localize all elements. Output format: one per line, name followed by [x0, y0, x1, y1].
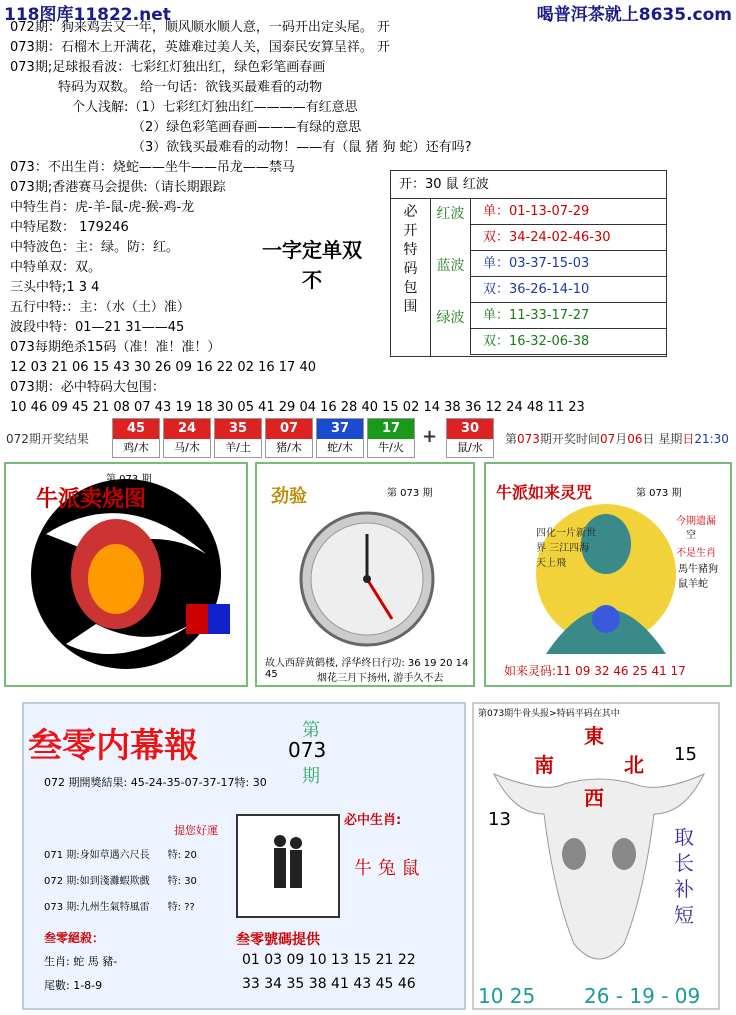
text-line: 中特生肖：虎-羊-鼠-虎-猴-鸡-龙	[10, 200, 195, 215]
sanling-issue-post: 期	[302, 766, 320, 787]
draw-m: 月	[615, 432, 628, 446]
wave-row-key: 单：	[483, 204, 510, 219]
sanling-item-text: 071 期:身如草遇六尺長	[44, 850, 150, 861]
sanling-item-text: 073 期:九州生氣特風雷	[44, 902, 150, 913]
text-line: 中特尾数： 179246	[10, 220, 129, 235]
result-ball	[316, 418, 364, 458]
wave-row	[471, 225, 666, 251]
big-number-line: 10 46 09 45 21 08 07 43 19 18 30 05 41 29 04 16 28 40 15 02 14 38 36 12 24 48 11 23	[10, 400, 585, 415]
wave-row	[471, 303, 666, 329]
ball-zodiac: 鼠/水	[447, 439, 493, 457]
sanling-result: 072 期開獎結果: 45-24-35-07-37-17特: 30	[44, 776, 267, 789]
skull-n13: 13	[488, 809, 511, 830]
text-line: 073期;足球报看波：七彩红灯独出红，绿色彩笔画春画	[10, 60, 326, 75]
text-line: 073：不出生肖：烧蛇——坐牛——吊龙——禁马	[10, 160, 295, 175]
draw-info	[505, 430, 729, 447]
couple-image	[236, 814, 340, 918]
wave-label: 蓝波	[431, 251, 471, 303]
wave-row-key: 单：	[483, 308, 510, 323]
ball-number: 30	[447, 419, 493, 439]
wave-row-key: 单：	[483, 256, 510, 271]
wave-row	[471, 329, 666, 355]
vertical-label	[391, 199, 431, 356]
text-line: （3）欲钱买最难看的动物！——有（鼠 猪 狗 蛇）还有吗?	[132, 140, 472, 155]
dir-north: 北	[624, 753, 644, 777]
skull-bottom-2: 26 - 19 - 09	[584, 984, 701, 1008]
maishao-title: 牛派卖烧图	[36, 487, 147, 512]
wave-label: 绿波	[431, 303, 471, 355]
rulai-side-1: 今期遗漏	[676, 516, 716, 527]
sanling-item-value: 特: ??	[167, 902, 195, 913]
panel-sanling	[22, 702, 466, 1010]
clock-title: 劲验	[271, 486, 307, 507]
open-result: 开：30 鼠 红波	[391, 171, 666, 199]
sanling-row-1: 01 03 09 10 13 15 21 22	[242, 952, 416, 968]
text-line: 特码为双数。 给一句话：欲钱买最难看的动物	[58, 80, 323, 95]
wave-row-key: 双：	[483, 334, 510, 349]
text-line: 波段中特：01—21 31——45	[10, 320, 185, 335]
rulai-poem: 四化一片新世界 三江四海天上飛	[536, 528, 596, 569]
text-line: 中特单双：双。	[10, 260, 102, 275]
ball-zodiac: 牛/火	[368, 439, 414, 457]
vertical-char: 包	[403, 280, 418, 296]
text-line: 五行中特:：主：（水（土）准）	[10, 300, 190, 315]
draw-pre: 第	[505, 432, 518, 446]
draw-day: 06	[627, 432, 643, 446]
wave-table	[390, 170, 667, 357]
dir-east: 東	[584, 724, 604, 748]
sanling-item	[44, 898, 195, 913]
wave-row-value: 34-24-02-46-30	[509, 230, 611, 245]
vertical-char: 码	[403, 261, 418, 277]
ball-zodiac: 鸡/木	[113, 439, 159, 457]
ball-number: 07	[266, 419, 312, 439]
rulai-footer: 如来灵码:11 09 32 46 25 41 17	[504, 664, 686, 678]
text-line: 073每期绝杀15码（准！准！准！）	[10, 340, 221, 355]
skull-bottom-1: 10 25	[478, 984, 536, 1008]
text-line: 072期：狗来鸡去又一年，顺风顺水顺人意，一码开出定头尾。 开	[10, 20, 390, 35]
text-line: 个人浅解:（1）七彩红灯独出红————有红意思	[72, 100, 358, 115]
vertical-char: 围	[403, 299, 418, 315]
sanling-must: 牛 兔 鼠	[354, 858, 420, 879]
result-ball	[163, 418, 211, 458]
plus-sign: +	[422, 426, 438, 447]
wave-row-value: 16-32-06-38	[509, 334, 590, 349]
draw-month: 07	[599, 432, 616, 446]
draw-d: 日 星期	[642, 432, 683, 446]
sanling-item-value: 特: 20	[167, 850, 197, 861]
panel-maishao	[4, 462, 248, 687]
vertical-char: 开	[403, 223, 418, 239]
wave-label: 红波	[431, 199, 471, 251]
sanling-sub1: 提您好運	[174, 824, 218, 837]
ball-zodiac: 猪/木	[266, 439, 312, 457]
skull-n15: 15	[674, 744, 697, 765]
sanling-item-text: 072 期:如到淺灘蝦欺戲	[44, 876, 150, 887]
wave-row-key: 双：	[483, 282, 510, 297]
text-line: 073期：必中特码大包围：	[10, 380, 165, 395]
result-ball	[367, 418, 415, 458]
draw-weekday: 日	[682, 432, 695, 446]
clock-caption-2: 烟花三月下扬州, 游手久不去	[317, 673, 444, 684]
clock-icon	[297, 509, 437, 649]
ball-number: 37	[317, 419, 363, 439]
ball-zodiac: 羊/土	[215, 439, 261, 457]
text-line: 中特波色：主：绿。防：红。	[10, 240, 180, 255]
sanling-shengxiao: 生肖: 蛇 馬 豬-	[44, 955, 118, 968]
sanling-juesha-title: 叁零絕殺：	[44, 931, 105, 945]
rulai-side-3: 不是生肖	[676, 548, 716, 559]
wave-row-value: 11-33-17-27	[509, 308, 590, 323]
clock-issue: 第 073 期	[387, 488, 433, 499]
vertical-char: 必	[403, 204, 418, 220]
skull-side: 取长补短	[674, 825, 694, 927]
wave-row-value: 01-13-07-29	[509, 204, 590, 219]
wave-row	[471, 251, 666, 277]
rulai-title: 牛派如来灵咒	[496, 483, 593, 502]
result-ball	[265, 418, 313, 458]
vertical-char: 特	[403, 242, 418, 258]
draw-mid: 期开奖时间	[539, 432, 600, 446]
result-ball	[446, 418, 494, 458]
sanling-row-2: 33 34 35 38 41 43 45 46	[242, 976, 416, 992]
sanling-issue: 073	[288, 738, 327, 762]
clock-caption-1: 故人西辞黄鹤楼, 浮华终日行功: 36 19 20 14 45	[265, 658, 469, 680]
wave-row-value: 03-37-15-03	[509, 256, 590, 271]
ball-zodiac: 蛇/木	[317, 439, 363, 457]
wave-row-value: 36-26-14-10	[509, 282, 590, 297]
draw-time: 21:30	[694, 432, 729, 446]
panel-clock	[255, 462, 475, 687]
handwritten-stamp	[262, 235, 362, 295]
ball-number: 17	[368, 419, 414, 439]
results-label: 072期开奖结果	[6, 432, 89, 446]
sanling-must-title: 必中生肖:	[344, 813, 402, 828]
wave-row-key: 双：	[483, 230, 510, 245]
sanling-item	[44, 846, 197, 861]
rulai-issue: 第 073 期	[636, 488, 682, 499]
sanling-weishu: 尾數: 1-8-9	[44, 979, 103, 992]
sanling-item	[44, 872, 197, 887]
dir-south: 南	[534, 753, 554, 777]
ball-zodiac: 马/木	[164, 439, 210, 457]
sanling-issue-pre: 第	[302, 720, 320, 741]
panel-skull	[472, 702, 720, 1010]
sanling-title: 叁零内幕報	[28, 726, 198, 766]
couple-icon	[238, 816, 338, 916]
ball-number: 24	[164, 419, 210, 439]
panel-rulai	[484, 462, 732, 687]
text-line: 073期：石榴木上开满花，英雄难过美人关，国泰民安算呈祥。 开	[10, 40, 390, 55]
stamp-line-2: 不	[302, 268, 322, 292]
ball-number: 45	[113, 419, 159, 439]
text-line: （2）绿色彩笔画春画———有绿的意思	[132, 120, 362, 135]
site-title-right: 喝普洱茶就上8635.com	[536, 5, 732, 25]
rulai-side-2: 空	[686, 530, 696, 541]
stamp-line-1: 一字定单双	[262, 238, 362, 262]
rulai-side-4: 馬牛豬狗鼠羊蛇	[678, 564, 718, 590]
maishao-issue: 第 073 期	[106, 474, 152, 485]
result-ball	[112, 418, 160, 458]
ball-number: 35	[215, 419, 261, 439]
sanling-item-value: 特: 30	[167, 876, 197, 887]
site-title-left: 118图库11822.net	[4, 5, 171, 25]
dir-west: 西	[584, 786, 604, 810]
wave-row	[471, 277, 666, 303]
skull-top: 第073期牛骨头报>特码平码在其中	[478, 709, 620, 719]
text-line: 12 03 21 06 15 43 30 26 09 16 22 02 16 17 40	[10, 360, 316, 375]
wave-row	[471, 199, 666, 225]
results-bar	[0, 418, 736, 458]
sanling-provide-title: 叁零號碼提供	[236, 932, 320, 948]
draw-issue: 073	[517, 432, 540, 446]
result-ball	[214, 418, 262, 458]
text-line: 三头中特;1 3 4	[10, 280, 100, 295]
text-line: 073期;香港赛马会提供:（请长期跟踪	[10, 180, 226, 195]
